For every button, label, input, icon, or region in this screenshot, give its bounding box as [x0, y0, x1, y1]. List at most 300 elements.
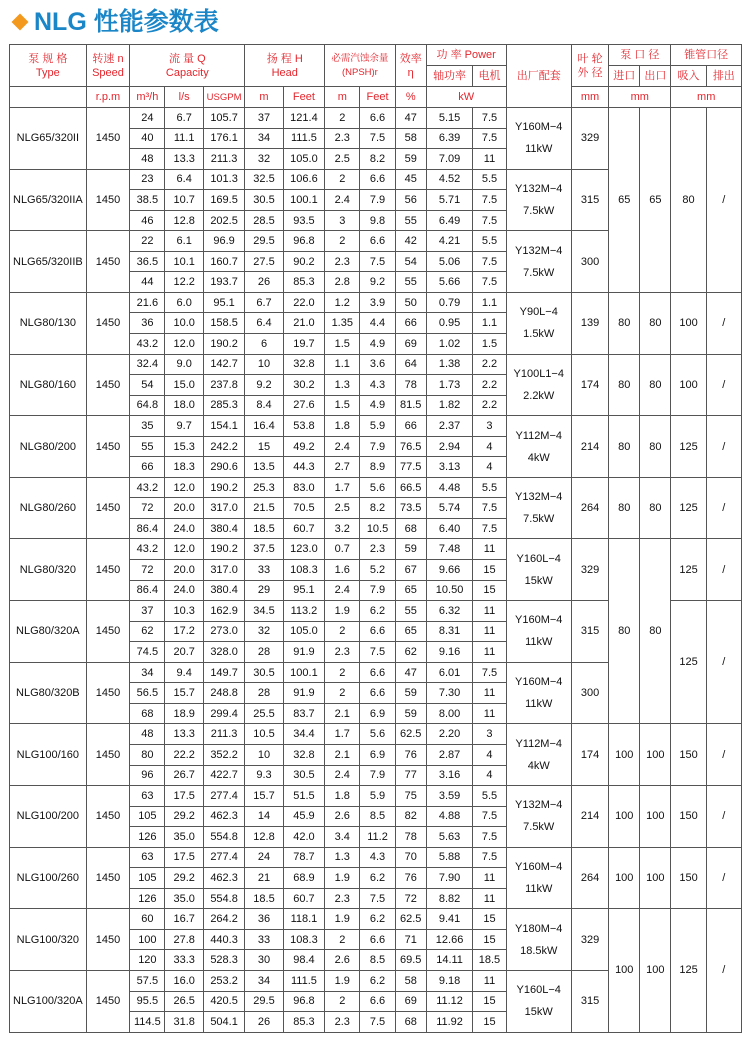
npsh-feet-cell: 5.9 — [360, 416, 395, 437]
npsh-m-cell: 2 — [325, 169, 360, 190]
speed-cell: 1450 — [86, 970, 130, 1032]
npsh-m-cell: 1.6 — [325, 560, 360, 581]
shaft-power-cell: 9.18 — [426, 970, 473, 991]
shaft-power-cell: 6.49 — [426, 210, 473, 231]
motor-power-cell: 15 — [473, 909, 506, 930]
flow-m3h-cell: 96 — [130, 765, 165, 786]
flow-usgpm-cell: 317.0 — [203, 498, 244, 519]
flow-m3h-cell: 68 — [130, 703, 165, 724]
shaft-power-cell: 7.09 — [426, 149, 473, 170]
npsh-feet-cell: 7.9 — [360, 190, 395, 211]
head-feet-cell: 32.8 — [283, 354, 324, 375]
flow-m3h-cell: 43.2 — [130, 334, 165, 355]
head-m-cell: 21 — [245, 868, 283, 889]
motor-power-cell: 4 — [473, 436, 506, 457]
flow-usgpm-cell: 160.7 — [203, 251, 244, 272]
flow-usgpm-cell: 328.0 — [203, 642, 244, 663]
npsh-m-cell: 2.3 — [325, 642, 360, 663]
flow-usgpm-cell: 380.4 — [203, 580, 244, 601]
flow-usgpm-cell: 528.3 — [203, 950, 244, 971]
efficiency-cell: 81.5 — [395, 395, 426, 416]
flow-m3h-cell: 72 — [130, 560, 165, 581]
flow-m3h-cell: 43.2 — [130, 539, 165, 560]
npsh-feet-cell: 5.6 — [360, 724, 395, 745]
unit-ls: l/s — [165, 87, 203, 108]
head-feet-cell: 21.0 — [283, 313, 324, 334]
inlet-cell: 100 — [609, 724, 640, 786]
npsh-m-cell: 1.1 — [325, 354, 360, 375]
efficiency-cell: 59 — [395, 539, 426, 560]
motor-power-cell: 7.5 — [473, 662, 506, 683]
impeller-cell: 315 — [571, 601, 608, 663]
discharge-cell: / — [706, 724, 741, 786]
efficiency-cell: 72 — [395, 888, 426, 909]
flow-usgpm-cell: 162.9 — [203, 601, 244, 622]
flow-m3h-cell: 64.8 — [130, 395, 165, 416]
efficiency-cell: 75 — [395, 786, 426, 807]
head-feet-cell: 108.3 — [283, 929, 324, 950]
flow-usgpm-cell: 462.3 — [203, 806, 244, 827]
head-feet-cell: 111.5 — [283, 128, 324, 149]
flow-ls-cell: 12.8 — [165, 210, 203, 231]
flow-usgpm-cell: 462.3 — [203, 868, 244, 889]
head-feet-cell: 96.8 — [283, 991, 324, 1012]
pump-type-cell: NLG100/320 — [10, 909, 87, 971]
flow-usgpm-cell: 248.8 — [203, 683, 244, 704]
head-m-cell: 29.5 — [245, 231, 283, 252]
npsh-feet-cell: 6.2 — [360, 909, 395, 930]
head-m-cell: 10.5 — [245, 724, 283, 745]
efficiency-cell: 50 — [395, 292, 426, 313]
shaft-power-cell: 5.63 — [426, 827, 473, 848]
flow-usgpm-cell: 169.5 — [203, 190, 244, 211]
pump-type-cell: NLG65/320IIB — [10, 231, 87, 293]
efficiency-cell: 47 — [395, 108, 426, 129]
flow-m3h-cell: 22 — [130, 231, 165, 252]
outlet-cell: 100 — [640, 724, 671, 786]
head-feet-cell: 100.1 — [283, 662, 324, 683]
flow-ls-cell: 18.0 — [165, 395, 203, 416]
head-feet-cell: 45.9 — [283, 806, 324, 827]
header-npsh: 必需汽蚀余量 (NPSH)r — [325, 45, 396, 87]
efficiency-cell: 59 — [395, 703, 426, 724]
flow-ls-cell: 10.3 — [165, 601, 203, 622]
header-pipe: 锥管口径 — [671, 45, 742, 66]
unit-m3h: m³/h — [130, 87, 165, 108]
flow-ls-cell: 26.7 — [165, 765, 203, 786]
impeller-cell: 329 — [571, 108, 608, 170]
inlet-cell: 65 — [609, 108, 640, 293]
flow-ls-cell: 20.0 — [165, 498, 203, 519]
flow-ls-cell: 15.7 — [165, 683, 203, 704]
npsh-feet-cell: 4.3 — [360, 847, 395, 868]
head-feet-cell: 70.5 — [283, 498, 324, 519]
motor-power-cell: 4 — [473, 765, 506, 786]
impeller-cell: 214 — [571, 786, 608, 848]
efficiency-cell: 64 — [395, 354, 426, 375]
flow-m3h-cell: 80 — [130, 744, 165, 765]
discharge-cell: / — [706, 601, 741, 724]
shaft-power-cell: 0.95 — [426, 313, 473, 334]
npsh-feet-cell: 8.9 — [360, 457, 395, 478]
npsh-feet-cell: 6.9 — [360, 703, 395, 724]
speed-cell: 1450 — [86, 108, 130, 170]
pump-type-cell: NLG65/320II — [10, 108, 87, 170]
flow-usgpm-cell: 253.2 — [203, 970, 244, 991]
motor-kw: 18.5kW — [520, 944, 558, 957]
motor-cell — [506, 108, 571, 170]
npsh-feet-cell: 9.8 — [360, 210, 395, 231]
pump-type-cell: NLG100/320A — [10, 970, 87, 1032]
npsh-feet-cell: 8.5 — [360, 806, 395, 827]
head-feet-cell: 78.7 — [283, 847, 324, 868]
impeller-cell: 315 — [571, 970, 608, 1032]
npsh-m-cell: 2 — [325, 683, 360, 704]
unit-speed: r.p.m — [86, 87, 130, 108]
head-feet-cell: 95.1 — [283, 580, 324, 601]
flow-usgpm-cell: 422.7 — [203, 765, 244, 786]
header-shaft: 轴功率 — [426, 66, 473, 87]
table-row — [10, 354, 742, 375]
head-feet-cell: 49.2 — [283, 436, 324, 457]
npsh-m-cell: 2.3 — [325, 251, 360, 272]
head-m-cell: 33 — [245, 929, 283, 950]
header-eff: 效率 η — [395, 45, 426, 87]
head-feet-cell: 60.7 — [283, 518, 324, 539]
head-m-cell: 30 — [245, 950, 283, 971]
flow-ls-cell: 10.0 — [165, 313, 203, 334]
npsh-feet-cell: 7.5 — [360, 251, 395, 272]
unit-m: m — [245, 87, 283, 108]
npsh-feet-cell: 7.5 — [360, 888, 395, 909]
flow-m3h-cell: 21.6 — [130, 292, 165, 313]
head-m-cell: 28.5 — [245, 210, 283, 231]
head-m-cell: 28 — [245, 683, 283, 704]
flow-m3h-cell: 46 — [130, 210, 165, 231]
suction-cell: 125 — [671, 601, 706, 724]
flow-usgpm-cell: 277.4 — [203, 786, 244, 807]
motor-model: Y160M−4 — [515, 121, 563, 134]
shaft-power-cell: 4.48 — [426, 477, 473, 498]
flow-ls-cell: 17.5 — [165, 786, 203, 807]
motor-cell — [506, 724, 571, 786]
npsh-feet-cell: 7.5 — [360, 1012, 395, 1033]
efficiency-cell: 66 — [395, 416, 426, 437]
page-title-text: NLG 性能参数表 — [34, 8, 219, 36]
efficiency-cell: 66.5 — [395, 477, 426, 498]
npsh-m-cell: 2.6 — [325, 950, 360, 971]
shaft-power-cell: 5.88 — [426, 847, 473, 868]
flow-ls-cell: 27.8 — [165, 929, 203, 950]
head-m-cell: 26 — [245, 1012, 283, 1033]
motor-model: Y160L−4 — [516, 984, 561, 997]
inlet-cell: 80 — [609, 539, 640, 724]
shaft-power-cell: 5.74 — [426, 498, 473, 519]
npsh-m-cell: 1.9 — [325, 970, 360, 991]
flow-ls-cell: 18.9 — [165, 703, 203, 724]
npsh-feet-cell: 5.2 — [360, 560, 395, 581]
motor-model: Y160L−4 — [516, 552, 561, 565]
npsh-m-cell: 2.3 — [325, 1012, 360, 1033]
npsh-m-cell: 2.4 — [325, 190, 360, 211]
npsh-m-cell: 1.35 — [325, 313, 360, 334]
unit-usgpm: USGPM — [203, 87, 244, 108]
npsh-feet-cell: 6.2 — [360, 868, 395, 889]
npsh-feet-cell: 6.6 — [360, 683, 395, 704]
flow-ls-cell: 35.0 — [165, 888, 203, 909]
flow-ls-cell: 18.3 — [165, 457, 203, 478]
head-feet-cell: 121.4 — [283, 108, 324, 129]
motor-cell — [506, 909, 571, 971]
outlet-cell: 80 — [640, 292, 671, 354]
shaft-power-cell: 9.16 — [426, 642, 473, 663]
efficiency-cell: 45 — [395, 169, 426, 190]
table-row — [10, 292, 742, 313]
npsh-m-cell: 1.9 — [325, 868, 360, 889]
efficiency-cell: 54 — [395, 251, 426, 272]
flow-usgpm-cell: 277.4 — [203, 847, 244, 868]
flow-ls-cell: 15.0 — [165, 375, 203, 396]
npsh-m-cell: 1.8 — [325, 786, 360, 807]
motor-cell — [506, 847, 571, 909]
head-feet-cell: 27.6 — [283, 395, 324, 416]
head-m-cell: 6.4 — [245, 313, 283, 334]
motor-power-cell: 7.5 — [473, 498, 506, 519]
head-m-cell: 15.7 — [245, 786, 283, 807]
motor-power-cell: 7.5 — [473, 190, 506, 211]
motor-kw: 7.5kW — [523, 821, 555, 834]
flow-m3h-cell: 48 — [130, 149, 165, 170]
header-motor: 出厂配套 — [506, 45, 571, 108]
motor-kw: 4kW — [527, 759, 550, 772]
pump-type-cell: NLG80/320B — [10, 662, 87, 724]
flow-ls-cell: 26.5 — [165, 991, 203, 1012]
npsh-feet-cell: 8.2 — [360, 498, 395, 519]
pump-type-cell: NLG80/130 — [10, 292, 87, 354]
head-feet-cell: 68.9 — [283, 868, 324, 889]
efficiency-cell: 69 — [395, 334, 426, 355]
npsh-m-cell: 2.8 — [325, 272, 360, 293]
motor-power-cell: 2.2 — [473, 395, 506, 416]
inlet-cell: 80 — [609, 477, 640, 539]
flow-m3h-cell: 34 — [130, 662, 165, 683]
flow-ls-cell: 22.2 — [165, 744, 203, 765]
efficiency-cell: 76.5 — [395, 436, 426, 457]
speed-cell: 1450 — [86, 477, 130, 539]
efficiency-cell: 62 — [395, 642, 426, 663]
head-feet-cell: 111.5 — [283, 970, 324, 991]
impeller-cell: 315 — [571, 169, 608, 231]
shaft-power-cell: 4.52 — [426, 169, 473, 190]
efficiency-cell: 59 — [395, 683, 426, 704]
head-feet-cell: 85.3 — [283, 1012, 324, 1033]
head-m-cell: 32 — [245, 149, 283, 170]
pump-type-cell: NLG80/320 — [10, 539, 87, 601]
npsh-feet-cell: 8.2 — [360, 149, 395, 170]
flow-usgpm-cell: 237.8 — [203, 375, 244, 396]
npsh-m-cell: 2.3 — [325, 128, 360, 149]
shaft-power-cell: 7.48 — [426, 539, 473, 560]
npsh-feet-cell: 5.6 — [360, 477, 395, 498]
head-m-cell: 32.5 — [245, 169, 283, 190]
npsh-m-cell: 2.7 — [325, 457, 360, 478]
shaft-power-cell: 10.50 — [426, 580, 473, 601]
motor-model: Y100L1−4 — [513, 367, 564, 380]
outlet-cell: 80 — [640, 416, 671, 478]
head-m-cell: 37.5 — [245, 539, 283, 560]
motor-power-cell: 5.5 — [473, 786, 506, 807]
head-feet-cell: 108.3 — [283, 560, 324, 581]
npsh-feet-cell: 6.6 — [360, 991, 395, 1012]
npsh-feet-cell: 6.6 — [360, 929, 395, 950]
flow-ls-cell: 20.7 — [165, 642, 203, 663]
shaft-power-cell: 7.90 — [426, 868, 473, 889]
npsh-m-cell: 3.4 — [325, 827, 360, 848]
npsh-m-cell: 2 — [325, 662, 360, 683]
outlet-cell: 80 — [640, 477, 671, 539]
npsh-feet-cell: 4.3 — [360, 375, 395, 396]
shaft-power-cell: 2.94 — [426, 436, 473, 457]
flow-ls-cell: 13.3 — [165, 724, 203, 745]
header-port: 泵 口 径 — [609, 45, 671, 66]
npsh-m-cell: 1.2 — [325, 292, 360, 313]
flow-ls-cell: 35.0 — [165, 827, 203, 848]
inlet-cell: 80 — [609, 292, 640, 354]
flow-usgpm-cell: 317.0 — [203, 560, 244, 581]
speed-cell: 1450 — [86, 539, 130, 601]
motor-power-cell: 7.5 — [473, 128, 506, 149]
motor-power-cell: 11 — [473, 868, 506, 889]
npsh-m-cell: 1.9 — [325, 909, 360, 930]
flow-ls-cell: 16.7 — [165, 909, 203, 930]
motor-kw: 2.2kW — [523, 389, 555, 402]
motor-power-cell: 11 — [473, 683, 506, 704]
head-feet-cell: 42.0 — [283, 827, 324, 848]
flow-ls-cell: 9.7 — [165, 416, 203, 437]
motor-model: Y160M−4 — [515, 614, 563, 627]
motor-model: Y112M−4 — [515, 737, 563, 750]
npsh-m-cell: 1.9 — [325, 601, 360, 622]
npsh-feet-cell: 9.2 — [360, 272, 395, 293]
header-type: 泵 规 格 Type — [10, 45, 87, 87]
efficiency-cell: 55 — [395, 210, 426, 231]
discharge-cell: / — [706, 416, 741, 478]
flow-m3h-cell: 114.5 — [130, 1012, 165, 1033]
flow-usgpm-cell: 211.3 — [203, 149, 244, 170]
shaft-power-cell: 14.11 — [426, 950, 473, 971]
flow-ls-cell: 12.0 — [165, 539, 203, 560]
suction-cell: 150 — [671, 786, 706, 848]
flow-m3h-cell: 40 — [130, 128, 165, 149]
head-feet-cell: 105.0 — [283, 149, 324, 170]
table-row — [10, 909, 742, 930]
head-m-cell: 28 — [245, 642, 283, 663]
head-m-cell: 18.5 — [245, 888, 283, 909]
flow-usgpm-cell: 105.7 — [203, 108, 244, 129]
head-feet-cell: 91.9 — [283, 642, 324, 663]
shaft-power-cell: 2.37 — [426, 416, 473, 437]
unit-type — [10, 87, 87, 108]
npsh-m-cell: 2 — [325, 929, 360, 950]
motor-power-cell: 11 — [473, 621, 506, 642]
shaft-power-cell: 8.00 — [426, 703, 473, 724]
speed-cell: 1450 — [86, 724, 130, 786]
efficiency-cell: 59 — [395, 149, 426, 170]
flow-usgpm-cell: 190.2 — [203, 334, 244, 355]
shaft-power-cell: 2.20 — [426, 724, 473, 745]
header-inlet: 进口 — [609, 66, 640, 87]
motor-power-cell: 7.5 — [473, 272, 506, 293]
flow-m3h-cell: 54 — [130, 375, 165, 396]
head-feet-cell: 30.5 — [283, 765, 324, 786]
header-discharge: 排出 — [706, 66, 741, 87]
flow-m3h-cell: 56.5 — [130, 683, 165, 704]
npsh-feet-cell: 7.9 — [360, 765, 395, 786]
head-feet-cell: 91.9 — [283, 683, 324, 704]
flow-m3h-cell: 126 — [130, 827, 165, 848]
flow-m3h-cell: 60 — [130, 909, 165, 930]
flow-ls-cell: 6.4 — [165, 169, 203, 190]
speed-cell: 1450 — [86, 601, 130, 663]
npsh-feet-cell: 6.6 — [360, 169, 395, 190]
impeller-cell: 300 — [571, 662, 608, 724]
motor-model: Y132M−4 — [515, 244, 563, 257]
motor-power-cell: 2.2 — [473, 354, 506, 375]
flow-m3h-cell: 48 — [130, 724, 165, 745]
table-row — [10, 539, 742, 560]
table-row — [10, 477, 742, 498]
unit-npsh-m: m — [325, 87, 360, 108]
flow-usgpm-cell: 242.2 — [203, 436, 244, 457]
shaft-power-cell: 1.38 — [426, 354, 473, 375]
head-feet-cell: 34.4 — [283, 724, 324, 745]
impeller-cell: 329 — [571, 539, 608, 601]
motor-power-cell: 1.1 — [473, 313, 506, 334]
motor-power-cell: 7.5 — [473, 518, 506, 539]
efficiency-cell: 62.5 — [395, 724, 426, 745]
flow-usgpm-cell: 285.3 — [203, 395, 244, 416]
npsh-m-cell: 2.6 — [325, 806, 360, 827]
flow-usgpm-cell: 154.1 — [203, 416, 244, 437]
flow-usgpm-cell: 190.2 — [203, 539, 244, 560]
flow-usgpm-cell: 504.1 — [203, 1012, 244, 1033]
inlet-cell: 100 — [609, 786, 640, 848]
motor-kw: 1.5kW — [523, 328, 555, 341]
flow-usgpm-cell: 352.2 — [203, 744, 244, 765]
motor-model: Y132M−4 — [515, 799, 563, 812]
head-m-cell: 36 — [245, 909, 283, 930]
shaft-power-cell: 0.79 — [426, 292, 473, 313]
motor-model: Y132M−4 — [515, 491, 563, 504]
unit-npsh-feet: Feet — [360, 87, 395, 108]
efficiency-cell: 42 — [395, 231, 426, 252]
npsh-feet-cell: 4.9 — [360, 395, 395, 416]
flow-ls-cell: 29.2 — [165, 806, 203, 827]
flow-usgpm-cell: 95.1 — [203, 292, 244, 313]
flow-m3h-cell: 74.5 — [130, 642, 165, 663]
table-row — [10, 847, 742, 868]
head-m-cell: 27.5 — [245, 251, 283, 272]
head-m-cell: 16.4 — [245, 416, 283, 437]
outlet-cell: 100 — [640, 909, 671, 1032]
diamond-bullet-icon — [12, 13, 29, 30]
motor-power-cell: 4 — [473, 744, 506, 765]
npsh-feet-cell: 3.9 — [360, 292, 395, 313]
npsh-m-cell: 2.4 — [325, 765, 360, 786]
shaft-power-cell: 3.59 — [426, 786, 473, 807]
impeller-cell: 300 — [571, 231, 608, 293]
motor-model: Y132M−4 — [515, 182, 563, 195]
